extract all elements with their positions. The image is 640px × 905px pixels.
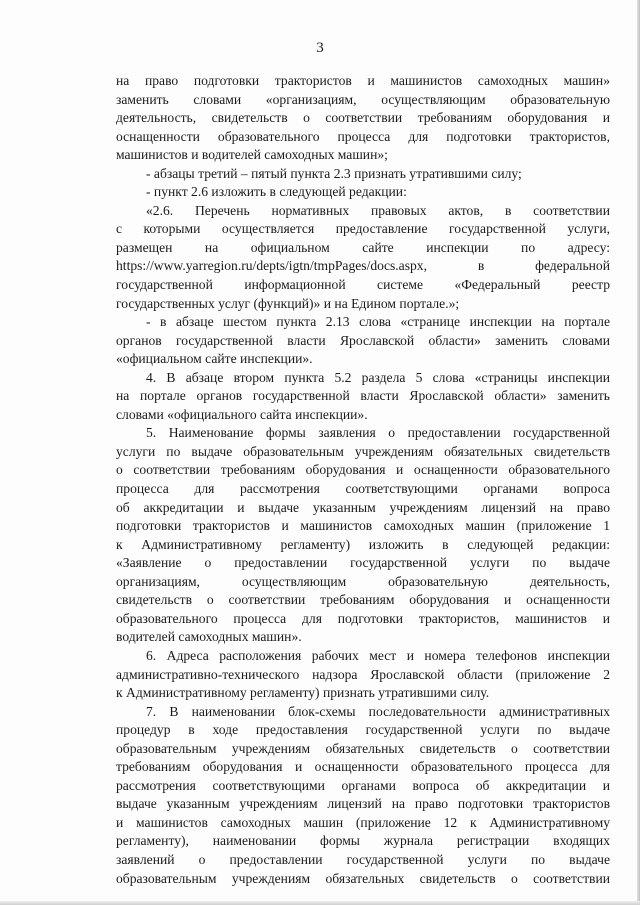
text-line: выдаче указанным учреждениям лицензий на право подготовки трактористов bbox=[116, 796, 610, 812]
scan-edge-bottom bbox=[0, 901, 640, 905]
text-line: о соответствии требованиям оборудования и оснащенности образовательного bbox=[116, 462, 610, 478]
text-line: организациям, осуществляющим образовательную деятельность, bbox=[116, 573, 610, 589]
text-line: требованиям оборудования и оснащенности образовательного процесса для bbox=[116, 759, 610, 775]
text-line: заменить словами «организациям, осуществляющим образовательную bbox=[116, 91, 610, 107]
text-line: органов государственной власти Ярославской области» заменить словами bbox=[116, 332, 610, 348]
text-line: машинистов и водителей самоходных машин»; bbox=[116, 147, 388, 163]
text-line: - пункт 2.6 изложить в следующей редакции: bbox=[146, 184, 407, 200]
text-line: 5. Наименование формы заявления о предоставлении государственной bbox=[146, 425, 610, 441]
text-line: «официальном сайте инспекции». bbox=[116, 351, 313, 367]
text-line: размещен на официальном сайте инспекции по адресу: bbox=[116, 239, 610, 255]
text-line: подготовки трактористов и машинистов самоходных машин (приложение 1 bbox=[116, 518, 610, 534]
text-line: государственных услуг (функций)» и на Едином портале.»; bbox=[116, 295, 460, 311]
document-body-text bbox=[116, 72, 610, 888]
text-line: словами «официального сайта инспекции». bbox=[116, 406, 368, 422]
text-line: процедур в ходе предоставления государственной услуги по выдаче bbox=[116, 722, 610, 738]
text-line: свидетельств о соответствии требованиям оборудования и оснащенности bbox=[116, 592, 610, 608]
text-line: услуги по выдаче образовательным учреждениям обязательных свидетельств bbox=[116, 443, 610, 459]
text-line: заявлений о предоставлении государственной услуги по выдаче bbox=[116, 851, 610, 867]
text-line: «Заявление о предоставлении государственной услуги по выдаче bbox=[116, 555, 610, 571]
text-line: образовательным учреждениям обязательных свидетельств о соответствии bbox=[116, 740, 610, 756]
text-line: деятельность, свидетельств о соответствии требованиям оборудования и bbox=[116, 110, 610, 126]
text-line: - в абзаце шестом пункта 2.13 слова «странице инспекции на портале bbox=[146, 314, 610, 330]
text-line: образовательного процесса для подготовки трактористов, машинистов и bbox=[116, 610, 610, 626]
text-line: 6. Адреса расположения рабочих мест и номера телефонов инспекции bbox=[146, 647, 610, 663]
text-line: водителей самоходных машин». bbox=[116, 629, 302, 645]
text-line: «2.6. Перечень нормативных правовых актов, в соответствии bbox=[146, 202, 610, 218]
text-line: на портале органов государственной власти Ярославской области» заменить bbox=[116, 388, 610, 404]
text-line: об аккредитации и выдаче указанным учреждениям лицензий на право bbox=[116, 499, 610, 515]
text-line: 4. В абзаце втором пункта 5.2 раздела 5 слова «страницы инспекции bbox=[146, 369, 610, 385]
text-line: оснащенности образовательного процесса для подготовки трактористов, bbox=[116, 128, 610, 144]
text-line: к Административному регламенту) изложить в следующей редакции: bbox=[116, 536, 610, 552]
text-line: регламенту), наименовании формы журнала регистрации входящих bbox=[116, 833, 610, 849]
text-line: - абзацы третий – пятый пункта 2.3 признать утратившими силу; bbox=[146, 165, 522, 181]
text-line: государственной информационной системе «Федеральный реестр bbox=[116, 277, 610, 293]
text-line: https://www.yarregion.ru/depts/igtn/tmpPages/docs.aspx, в федеральной bbox=[116, 258, 610, 274]
text-line: рассмотрения соответствующими органами вопроса об аккредитации и bbox=[116, 777, 610, 793]
text-line: процесса для рассмотрения соответствующими органами вопроса bbox=[116, 481, 610, 497]
text-line: образовательным учреждениям обязательных свидетельств о соответствии bbox=[116, 870, 610, 886]
text-line: к Административному регламенту) признать утратившими силу. bbox=[116, 685, 490, 701]
text-line: и машинистов самоходных машин (приложение 12 к Административному bbox=[116, 814, 610, 830]
text-line: административно-технического надзора Ярославской области (приложение 2 bbox=[116, 666, 610, 682]
text-line: с которыми осуществляется предоставление государственной услуги, bbox=[116, 221, 610, 237]
page-number: 3 bbox=[316, 40, 324, 56]
text-line: на право подготовки трактористов и машинистов самоходных машин» bbox=[116, 73, 610, 88]
text-line: 7. В наименовании блок-схемы последовательности административных bbox=[146, 703, 610, 719]
